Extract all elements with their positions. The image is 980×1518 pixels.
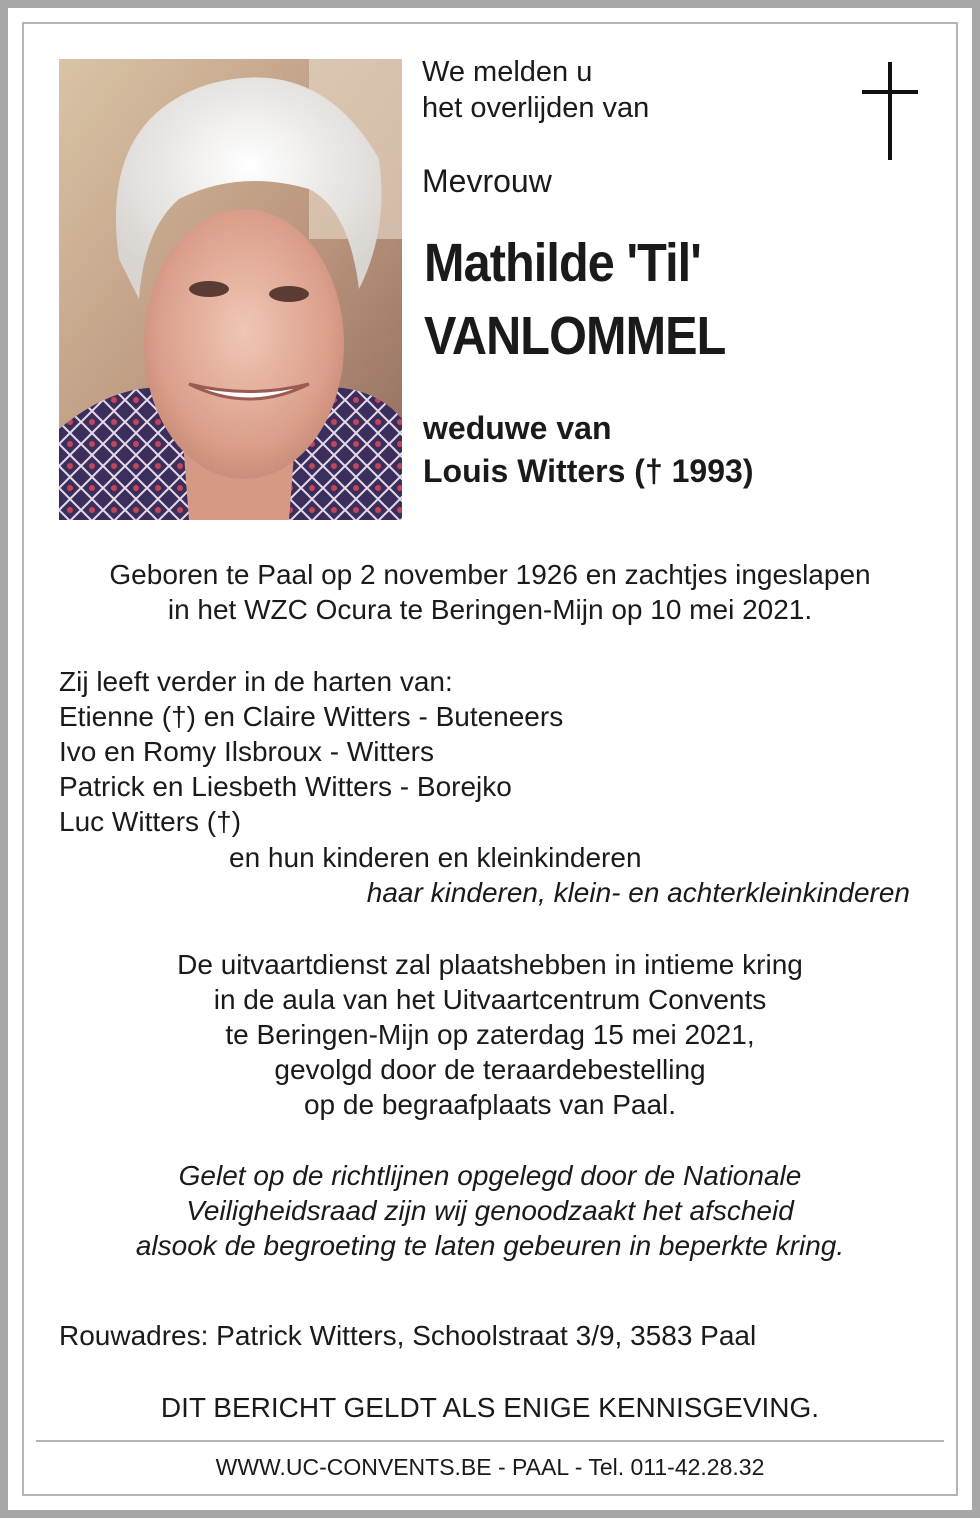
intro-line-2: het overlijden van [422,92,650,124]
honorific-title: Mevrouw [422,163,552,199]
birth-line-2: in het WZC Ocura te Beringen-Mijn op 10 mei 2021. [167,594,813,625]
footer-divider [36,1440,944,1442]
birth-line-1: Geboren te Paal op 2 november 1926 en zachtjes ingeslapen [109,559,871,590]
family-member: Etienne (†) en Claire Witters - Buteneers [59,701,564,732]
deceased-name-first: Mathilde 'Til' [424,233,701,293]
mourning-address: Rouwadres: Patrick Witters, Schoolstraat 3/9, 3583 Paal [59,1320,757,1351]
deceased-name-last: VANLOMMEL [424,306,726,366]
footer-contact: WWW.UC-CONVENTS.BE - PAAL - Tel. 011-42.28.32 [215,1454,765,1480]
service-line: in de aula van het Uitvaartcentrum Convents [213,984,767,1015]
latin-cross-icon [862,62,922,160]
portrait-photo [59,59,402,520]
closing-italic-line: haar kinderen, klein- en achterkleinkinderen [366,877,910,908]
notice-line: alsook de begroeting te laten gebeuren in beperkte kring. [135,1230,845,1261]
disclaimer: DIT BERICHT GELDT ALS ENIGE KENNISGEVING. [160,1392,820,1423]
family-member: Ivo en Romy Ilsbroux - Witters [59,736,434,767]
family-member: Patrick en Liesbeth Witters - Borejko [59,771,512,802]
notice-line: Gelet op de richtlijnen opgelegd door de Nationale [178,1160,802,1191]
family-member: Luc Witters (†) [59,806,242,837]
portrait-illustration [59,59,402,520]
family-heading: Zij leeft verder in de harten van: [59,666,453,697]
intro-line-1: We melden u [422,56,593,88]
late-spouse: Louis Witters († 1993) [423,453,754,489]
service-line: gevolgd door de teraardebestelling [274,1054,706,1085]
service-line: De uitvaartdienst zal plaatshebben in intieme kring [177,949,803,980]
widow-label: weduwe van [423,410,612,446]
children-line: en hun kinderen en kleinkinderen [229,842,642,873]
obituary-card [8,8,972,1510]
service-line: op de begraafplaats van Paal. [303,1089,677,1120]
service-line: te Beringen-Mijn op zaterdag 15 mei 2021, [225,1019,755,1050]
notice-line: Veiligheidsraad zijn wij genoodzaakt het afscheid [186,1195,794,1226]
